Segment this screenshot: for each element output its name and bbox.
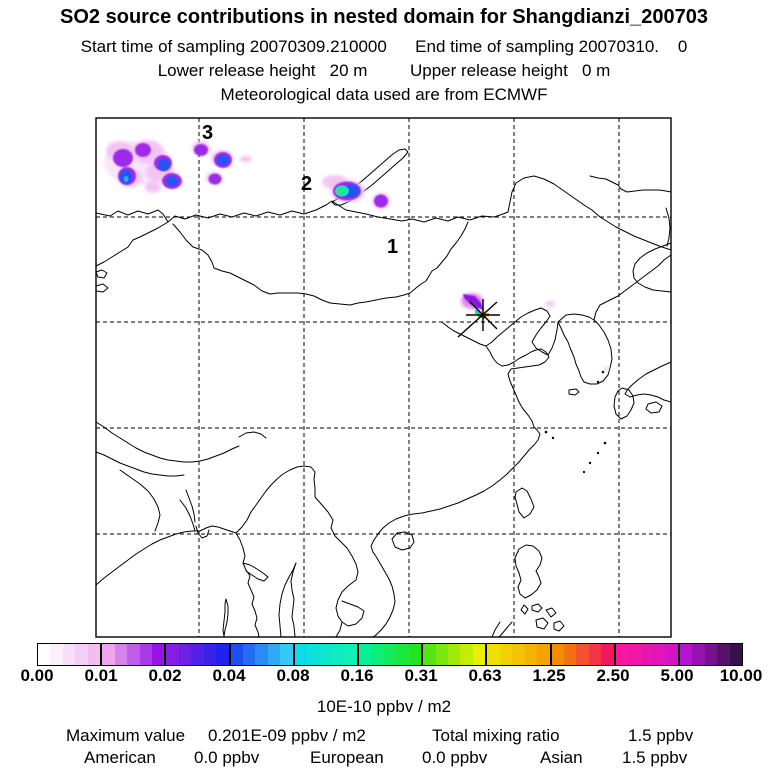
colorbar-segment (231, 644, 295, 665)
max-value-label: Maximum value (66, 726, 186, 745)
region-label-3: 3 (202, 122, 214, 144)
max-value: 0.201E-09 ppbv / m2 (208, 726, 366, 745)
hotspot-halos (104, 140, 609, 371)
colorbar-tick-label: 0.04 (212, 666, 246, 685)
colorbar-segment (423, 644, 487, 665)
region-asian-label: Asian (540, 748, 583, 767)
colorbar-tick-label: 1.25 (532, 666, 566, 685)
colorbar-segment (552, 644, 616, 665)
sampling-times-line: Start time of sampling 20070309.210000 End time of sampling 20070310. 0 (80, 37, 688, 56)
colorbar-tick-label: 0.31 (404, 666, 438, 685)
page-title: SO2 source contributions in nested domain for Shangdianzi_200703 (60, 6, 708, 28)
emission-hotspots (104, 140, 609, 371)
colorbar-segment (166, 644, 230, 665)
colorbar-segment (359, 644, 423, 665)
colorbar-units-label: 10E-10 ppbv / m2 (316, 697, 452, 716)
colorbar (37, 643, 743, 666)
colorbar-tick-label: 0.16 (340, 666, 374, 685)
colorbar-segment (102, 644, 166, 665)
release-heights-line: Lower release height 20 m Upper release height 0 m (157, 61, 611, 80)
colorbar-segment (295, 644, 359, 665)
meteorology-line: Meteorological data used are from ECMWF (220, 85, 548, 104)
colorbar-tick-label: 0.01 (84, 666, 118, 685)
coastlines (96, 176, 671, 637)
small-island-dots (545, 371, 607, 473)
islands (392, 388, 662, 631)
colorbar-segment (616, 644, 680, 665)
colorbar-segment (38, 644, 102, 665)
hotspot-cores-bright (124, 176, 490, 319)
region-american-value: 0.0 ppbv (194, 748, 260, 767)
region-american-label: American (84, 748, 156, 767)
colorbar-tick-label: 0.63 (468, 666, 502, 685)
colorbar-tick-label: 0.00 (20, 666, 54, 685)
colorbar-tick-label: 0.02 (148, 666, 182, 685)
country-borders (96, 176, 671, 637)
region-label-1: 1 (387, 236, 399, 258)
colorbar-tick-label: 0.08 (276, 666, 310, 685)
colorbar-tick-label: 10.00 (719, 666, 763, 685)
total-mixing-ratio-value: 1.5 ppbv (628, 726, 694, 745)
colorbar-tick-label: 2.50 (596, 666, 630, 685)
region-label-2: 2 (301, 173, 313, 195)
region-european-value: 0.0 ppbv (422, 748, 488, 767)
total-mixing-ratio-label: Total mixing ratio (432, 726, 560, 745)
colorbar-segment (487, 644, 551, 665)
region-asian-value: 1.5 ppbv (622, 748, 688, 767)
colorbar-segment (680, 644, 742, 665)
region-european-label: European (310, 748, 384, 767)
colorbar-tick-label: 5.00 (660, 666, 694, 685)
